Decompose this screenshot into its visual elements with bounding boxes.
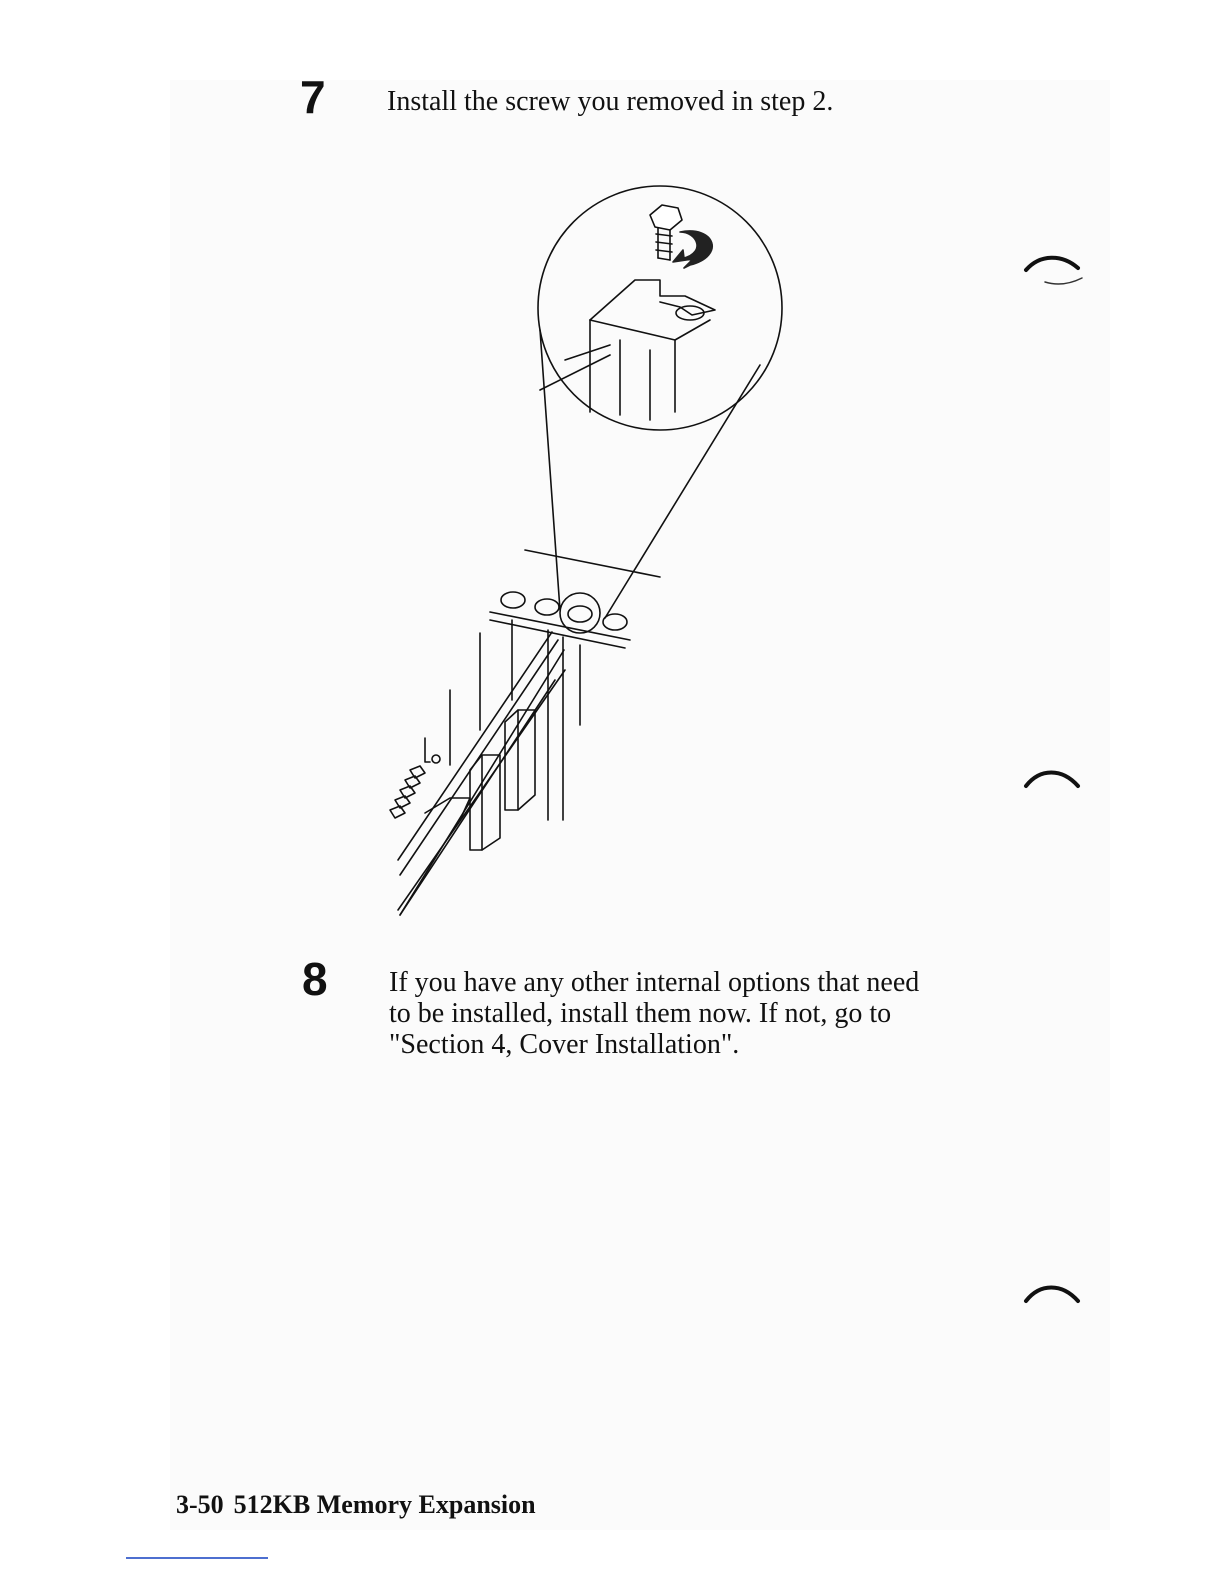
screw-icon — [650, 205, 682, 260]
binder-tab-mark — [1020, 250, 1090, 290]
screw-installation-illustration — [370, 170, 800, 930]
step-8-instruction: If you have any other internal options that need to be installed, install them now. If not, go to "Section 4, Cover Installation". — [389, 967, 920, 1060]
expansion-bracket-detail — [540, 280, 715, 420]
magnifier-leader-right — [605, 365, 760, 618]
step-7-number: 7 — [300, 71, 326, 123]
memory-chips — [425, 710, 535, 850]
bottom-rule — [126, 1557, 268, 1559]
page-number: 3-50 — [176, 1490, 224, 1519]
binder-tab-mark — [1020, 1275, 1090, 1315]
adapter-cards — [398, 620, 580, 915]
page-footer — [176, 1490, 546, 1520]
footer-title: 512KB Memory Expansion — [233, 1490, 536, 1519]
step-8-number: 8 — [302, 953, 328, 1005]
binder-tab-mark — [1020, 760, 1090, 800]
case-top-edge — [525, 550, 660, 577]
step-7-instruction: Install the screw you removed in step 2. — [387, 86, 834, 117]
rotate-arrow-icon — [673, 231, 712, 268]
connector-pins — [390, 738, 440, 818]
